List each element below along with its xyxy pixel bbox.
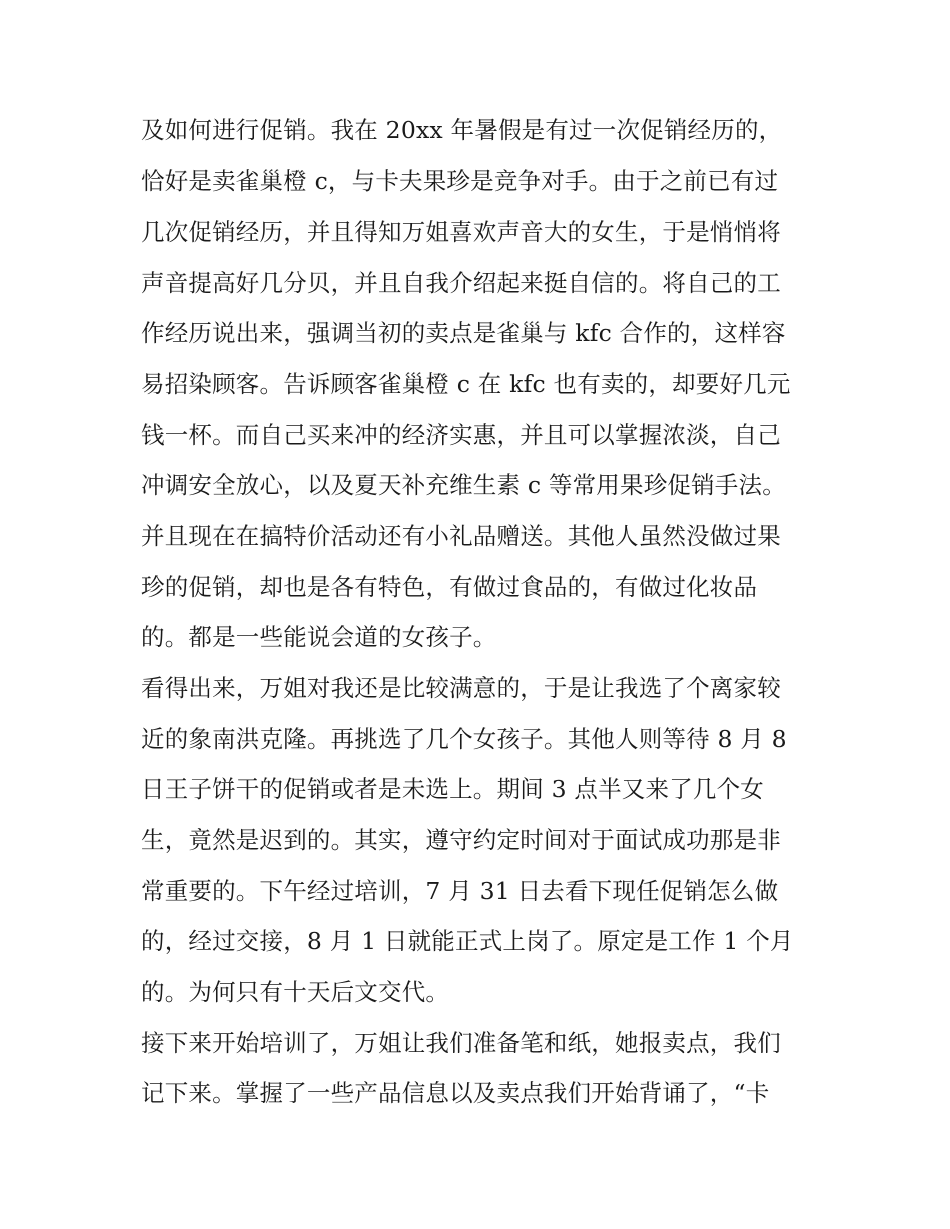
text-line: 声音提高好几分贝，并且自我介绍起来挺自信的。将自己的工 — [141, 269, 781, 297]
text-line: 的，经过交接，8 月 1 日就能正式上岗了。原定是工作 1 个月 — [141, 927, 794, 955]
text-line: 作经历说出来，强调当初的卖点是雀巢与 kfc 合作的，这样容 — [141, 319, 786, 347]
text-line: 记下来。掌握了一些产品信息以及卖点我们开始背诵了，“卡 — [141, 1079, 770, 1107]
text-line: 生，竟然是迟到的。其实，遵守约定时间对于面试成功那是非 — [141, 826, 781, 854]
text-line: 钱一杯。而自己买来冲的经济实惠，并且可以掌握浓淡，自己 — [141, 421, 781, 449]
text-line: 的。都是一些能说会道的女孩子。 — [141, 623, 497, 651]
text-line: 恰好是卖雀巢橙 c，与卡夫果珍是竞争对手。由于之前已有过 — [141, 167, 779, 195]
text-line: 冲调安全放心，以及夏天补充维生素 c 等常用果珍促销手法。 — [141, 471, 786, 499]
text-line: 几次促销经历，并且得知万姐喜欢声音大的女生，于是悄悄将 — [141, 218, 781, 246]
text-line: 及如何进行促销。我在 20xx 年暑假是有过一次促销经历的， — [141, 116, 783, 144]
text-line: 易招染顾客。告诉顾客雀巢橙 c 在 kfc 也有卖的，却要好几元 — [141, 370, 791, 398]
text-line: 日王子饼干的促销或者是未选上。期间 3 点半又来了几个女 — [141, 775, 764, 803]
text-line: 接下来开始培训了，万姐让我们准备笔和纸，她报卖点，我们 — [141, 1029, 781, 1057]
text-line: 珍的促销，却也是各有特色，有做过食品的，有做过化妆品 — [141, 573, 758, 601]
text-line: 近的象南洪克隆。再挑选了几个女孩子。其他人则等待 8 月 8 — [141, 725, 787, 753]
text-line: 的。为何只有十天后文交代。 — [141, 978, 450, 1006]
text-line: 看得出来，万姐对我还是比较满意的，于是让我选了个离家较 — [141, 674, 781, 702]
text-line: 常重要的。下午经过培训，7 月 31 日去看下现任促销怎么做 — [141, 877, 779, 905]
text-line: 并且现在在搞特价活动还有小礼品赠送。其他人虽然没做过果 — [141, 522, 781, 550]
